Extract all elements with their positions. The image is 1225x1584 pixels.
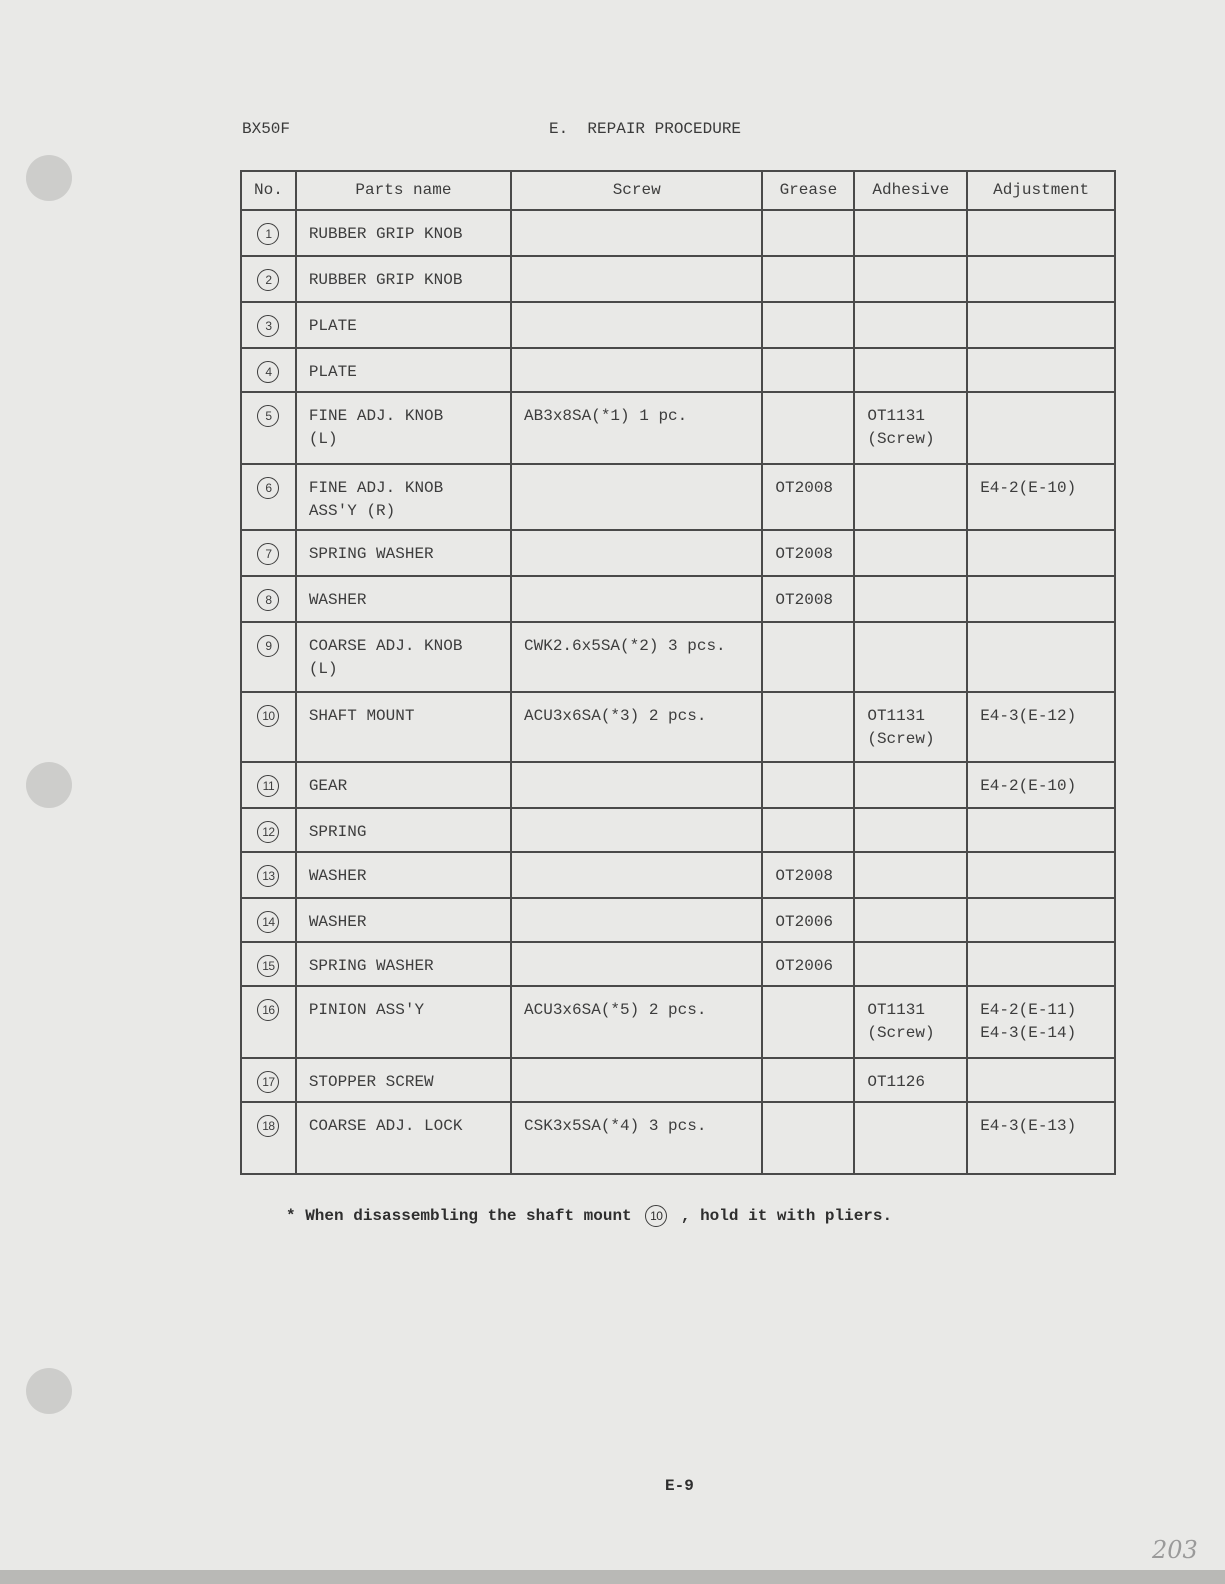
circled-number: 9 [257, 635, 279, 657]
circled-number: 15 [257, 955, 279, 977]
cell-grease [762, 852, 854, 898]
table-row [241, 348, 1115, 392]
table-row [241, 256, 1115, 302]
table-row [241, 576, 1115, 622]
cell-screw [511, 942, 762, 986]
parts-table [240, 170, 1116, 1175]
cell-adhesive-text: OT1131 (Screw) [867, 407, 935, 448]
column-header: Screw [511, 171, 762, 210]
table-row [241, 898, 1115, 942]
cell-grease-text: OT2008 [775, 591, 834, 609]
cell-adjustment [967, 348, 1115, 392]
cell-no [241, 392, 296, 464]
cell-no [241, 808, 296, 852]
cell-screw [511, 464, 762, 530]
cell-grease [762, 210, 854, 256]
table-row [241, 1058, 1115, 1102]
circled-number: 1 [257, 223, 279, 245]
cell-screw [511, 392, 762, 464]
cell-adjustment-text: E4-2(E-10) [980, 777, 1077, 795]
cell-screw-text: AB3x8SA(*1) 1 pc. [524, 407, 688, 425]
section-title: E. REPAIR PROCEDURE [549, 120, 742, 138]
cell-grease [762, 576, 854, 622]
cell-grease-text: OT2006 [775, 957, 834, 975]
cell-grease [762, 808, 854, 852]
cell-adjustment [967, 898, 1115, 942]
cell-no [241, 1058, 296, 1102]
cell-screw [511, 898, 762, 942]
cell-adjustment [967, 852, 1115, 898]
cell-adhesive [854, 622, 967, 692]
cell-screw [511, 852, 762, 898]
cell-name-text: WASHER [308, 867, 367, 885]
cell-name [296, 210, 511, 256]
circled-number: 18 [257, 1115, 279, 1137]
cell-screw [511, 1058, 762, 1102]
cell-name-text: WASHER [308, 591, 367, 609]
cell-name [296, 692, 511, 762]
cell-name-text: PLATE [308, 317, 357, 335]
cell-grease [762, 256, 854, 302]
cell-screw [511, 302, 762, 348]
cell-name [296, 348, 511, 392]
table-row [241, 210, 1115, 256]
cell-screw-text: CSK3x5SA(*4) 3 pcs. [524, 1117, 707, 1135]
cell-no [241, 576, 296, 622]
cell-adjustment [967, 392, 1115, 464]
cell-adjustment [967, 256, 1115, 302]
circled-number: 16 [257, 999, 279, 1021]
cell-adhesive [854, 348, 967, 392]
cell-no [241, 622, 296, 692]
cell-adhesive [854, 808, 967, 852]
cell-grease [762, 692, 854, 762]
cell-adhesive-text: OT1131 (Screw) [867, 1001, 935, 1042]
table-row [241, 808, 1115, 852]
table-row [241, 986, 1115, 1058]
cell-name [296, 392, 511, 464]
cell-adhesive [854, 1102, 967, 1174]
table-body [241, 210, 1115, 1174]
cell-name [296, 622, 511, 692]
cell-no [241, 464, 296, 530]
cell-name-text: COARSE ADJ. KNOB (L) [308, 637, 463, 678]
cell-grease-text: OT2008 [775, 479, 834, 497]
cell-adjustment-text: E4-3(E-12) [980, 707, 1077, 725]
cell-name [296, 808, 511, 852]
cell-grease [762, 1102, 854, 1174]
cell-screw [511, 576, 762, 622]
cell-adhesive-text: OT1126 [867, 1073, 925, 1091]
table-row [241, 530, 1115, 576]
cell-grease-text: OT2008 [775, 545, 834, 563]
cell-adhesive [854, 302, 967, 348]
cell-name [296, 256, 511, 302]
circled-number: 17 [257, 1071, 279, 1093]
cell-adhesive [854, 762, 967, 808]
cell-screw [511, 210, 762, 256]
cell-no [241, 1102, 296, 1174]
column-header: Grease [762, 171, 854, 210]
cell-name-text: RUBBER GRIP KNOB [308, 225, 463, 243]
cell-grease [762, 942, 854, 986]
cell-no [241, 852, 296, 898]
punch-hole-middle [26, 762, 72, 808]
footnote [286, 1205, 892, 1227]
circled-number: 14 [257, 911, 279, 933]
cell-screw [511, 530, 762, 576]
cell-adjustment [967, 942, 1115, 986]
cell-adhesive [854, 464, 967, 530]
cell-name-text: SPRING [308, 823, 367, 841]
table-row [241, 622, 1115, 692]
cell-name [296, 1058, 511, 1102]
cell-adhesive [854, 530, 967, 576]
cell-grease [762, 986, 854, 1058]
column-header: Parts name [296, 171, 511, 210]
circled-number: 11 [257, 775, 279, 797]
cell-screw [511, 762, 762, 808]
model-label: BX50F [242, 120, 291, 138]
footnote-suffix: , hold it with pliers. [680, 1207, 893, 1226]
handwritten-page-number: 203 [1152, 1536, 1198, 1564]
cell-name-text: PINION ASS'Y [308, 1001, 425, 1019]
cell-name-text: PLATE [308, 363, 357, 381]
punch-hole-bottom [26, 1368, 72, 1414]
cell-adhesive [854, 852, 967, 898]
cell-no [241, 348, 296, 392]
cell-screw [511, 808, 762, 852]
punch-hole-top [26, 155, 72, 201]
cell-name [296, 898, 511, 942]
table-row [241, 692, 1115, 762]
cell-no [241, 762, 296, 808]
cell-name [296, 530, 511, 576]
circled-number: 5 [257, 405, 279, 427]
cell-name-text: GEAR [308, 777, 348, 795]
cell-screw-text: CWK2.6x5SA(*2) 3 pcs. [524, 637, 726, 655]
cell-adjustment [967, 986, 1115, 1058]
cell-name [296, 852, 511, 898]
cell-no [241, 692, 296, 762]
cell-adhesive [854, 898, 967, 942]
cell-grease-text: OT2008 [775, 867, 834, 885]
cell-adjustment [967, 692, 1115, 762]
cell-screw [511, 348, 762, 392]
table-row [241, 762, 1115, 808]
cell-name-text: SPRING WASHER [308, 545, 434, 563]
cell-adjustment [967, 1102, 1115, 1174]
cell-screw [511, 256, 762, 302]
cell-adhesive [854, 256, 967, 302]
circled-number: 6 [257, 477, 279, 499]
cell-screw [511, 986, 762, 1058]
cell-adjustment [967, 762, 1115, 808]
cell-grease-text: OT2006 [775, 913, 834, 931]
table-row [241, 852, 1115, 898]
circled-number: 8 [257, 589, 279, 611]
circled-number: 3 [257, 315, 279, 337]
cell-adjustment [967, 1058, 1115, 1102]
cell-name-text: SHAFT MOUNT [308, 707, 415, 725]
cell-grease [762, 622, 854, 692]
cell-adhesive [854, 942, 967, 986]
cell-name-text: COARSE ADJ. LOCK [308, 1117, 463, 1135]
table-row [241, 392, 1115, 464]
cell-no [241, 210, 296, 256]
cell-name-text: RUBBER GRIP KNOB [308, 271, 463, 289]
cell-name-text: SPRING WASHER [308, 957, 434, 975]
cell-adhesive [854, 210, 967, 256]
cell-screw [511, 692, 762, 762]
cell-no [241, 256, 296, 302]
cell-adjustment [967, 530, 1115, 576]
circled-number: 7 [257, 543, 279, 565]
cell-adhesive [854, 1058, 967, 1102]
cell-no [241, 530, 296, 576]
footnote-prefix: * When disassembling the shaft mount [286, 1207, 632, 1226]
table-row [241, 942, 1115, 986]
cell-name [296, 986, 511, 1058]
table-row [241, 464, 1115, 530]
cell-screw-text: ACU3x6SA(*3) 2 pcs. [524, 707, 707, 725]
table-row [241, 302, 1115, 348]
cell-adjustment [967, 622, 1115, 692]
cell-adjustment [967, 302, 1115, 348]
cell-name [296, 762, 511, 808]
cell-screw [511, 622, 762, 692]
cell-screw-text: ACU3x6SA(*5) 2 pcs. [524, 1001, 707, 1019]
page-number: E-9 [665, 1477, 694, 1495]
cell-name-text: FINE ADJ. KNOB (L) [308, 407, 444, 448]
cell-name-text: STOPPER SCREW [308, 1073, 434, 1091]
cell-grease [762, 348, 854, 392]
cell-no [241, 942, 296, 986]
table-row [241, 1102, 1115, 1174]
cell-name [296, 464, 511, 530]
column-header: Adjustment [967, 171, 1115, 210]
circled-number: 12 [257, 821, 279, 843]
cell-name [296, 576, 511, 622]
cell-no [241, 898, 296, 942]
cell-grease [762, 1058, 854, 1102]
circled-number: 2 [257, 269, 279, 291]
circled-number: 13 [257, 865, 279, 887]
cell-adhesive [854, 986, 967, 1058]
page-bottom-edge [0, 1570, 1225, 1584]
cell-no [241, 986, 296, 1058]
cell-adhesive [854, 392, 967, 464]
cell-grease [762, 762, 854, 808]
cell-grease [762, 898, 854, 942]
cell-adhesive-text: OT1131 (Screw) [867, 707, 935, 748]
column-header: No. [241, 171, 296, 210]
cell-adjustment-text: E4-2(E-11) E4-3(E-14) [980, 1001, 1077, 1042]
cell-screw [511, 1102, 762, 1174]
cell-adjustment [967, 464, 1115, 530]
cell-grease [762, 392, 854, 464]
cell-name [296, 302, 511, 348]
cell-no [241, 302, 296, 348]
cell-name-text: FINE ADJ. KNOB ASS'Y (R) [308, 479, 444, 520]
cell-adjustment [967, 808, 1115, 852]
column-header: Adhesive [854, 171, 967, 210]
table-header-row [241, 171, 1115, 210]
cell-name [296, 942, 511, 986]
circled-number: 4 [257, 361, 279, 383]
cell-name [296, 1102, 511, 1174]
circled-number-ref: 10 [645, 1205, 667, 1227]
cell-adhesive [854, 576, 967, 622]
cell-adjustment-text: E4-3(E-13) [980, 1117, 1077, 1135]
cell-adjustment [967, 210, 1115, 256]
cell-grease [762, 530, 854, 576]
cell-adjustment-text: E4-2(E-10) [980, 479, 1077, 497]
circled-number: 10 [257, 705, 279, 727]
cell-name-text: WASHER [308, 913, 367, 931]
cell-grease [762, 464, 854, 530]
cell-adhesive [854, 692, 967, 762]
cell-grease [762, 302, 854, 348]
cell-adjustment [967, 576, 1115, 622]
